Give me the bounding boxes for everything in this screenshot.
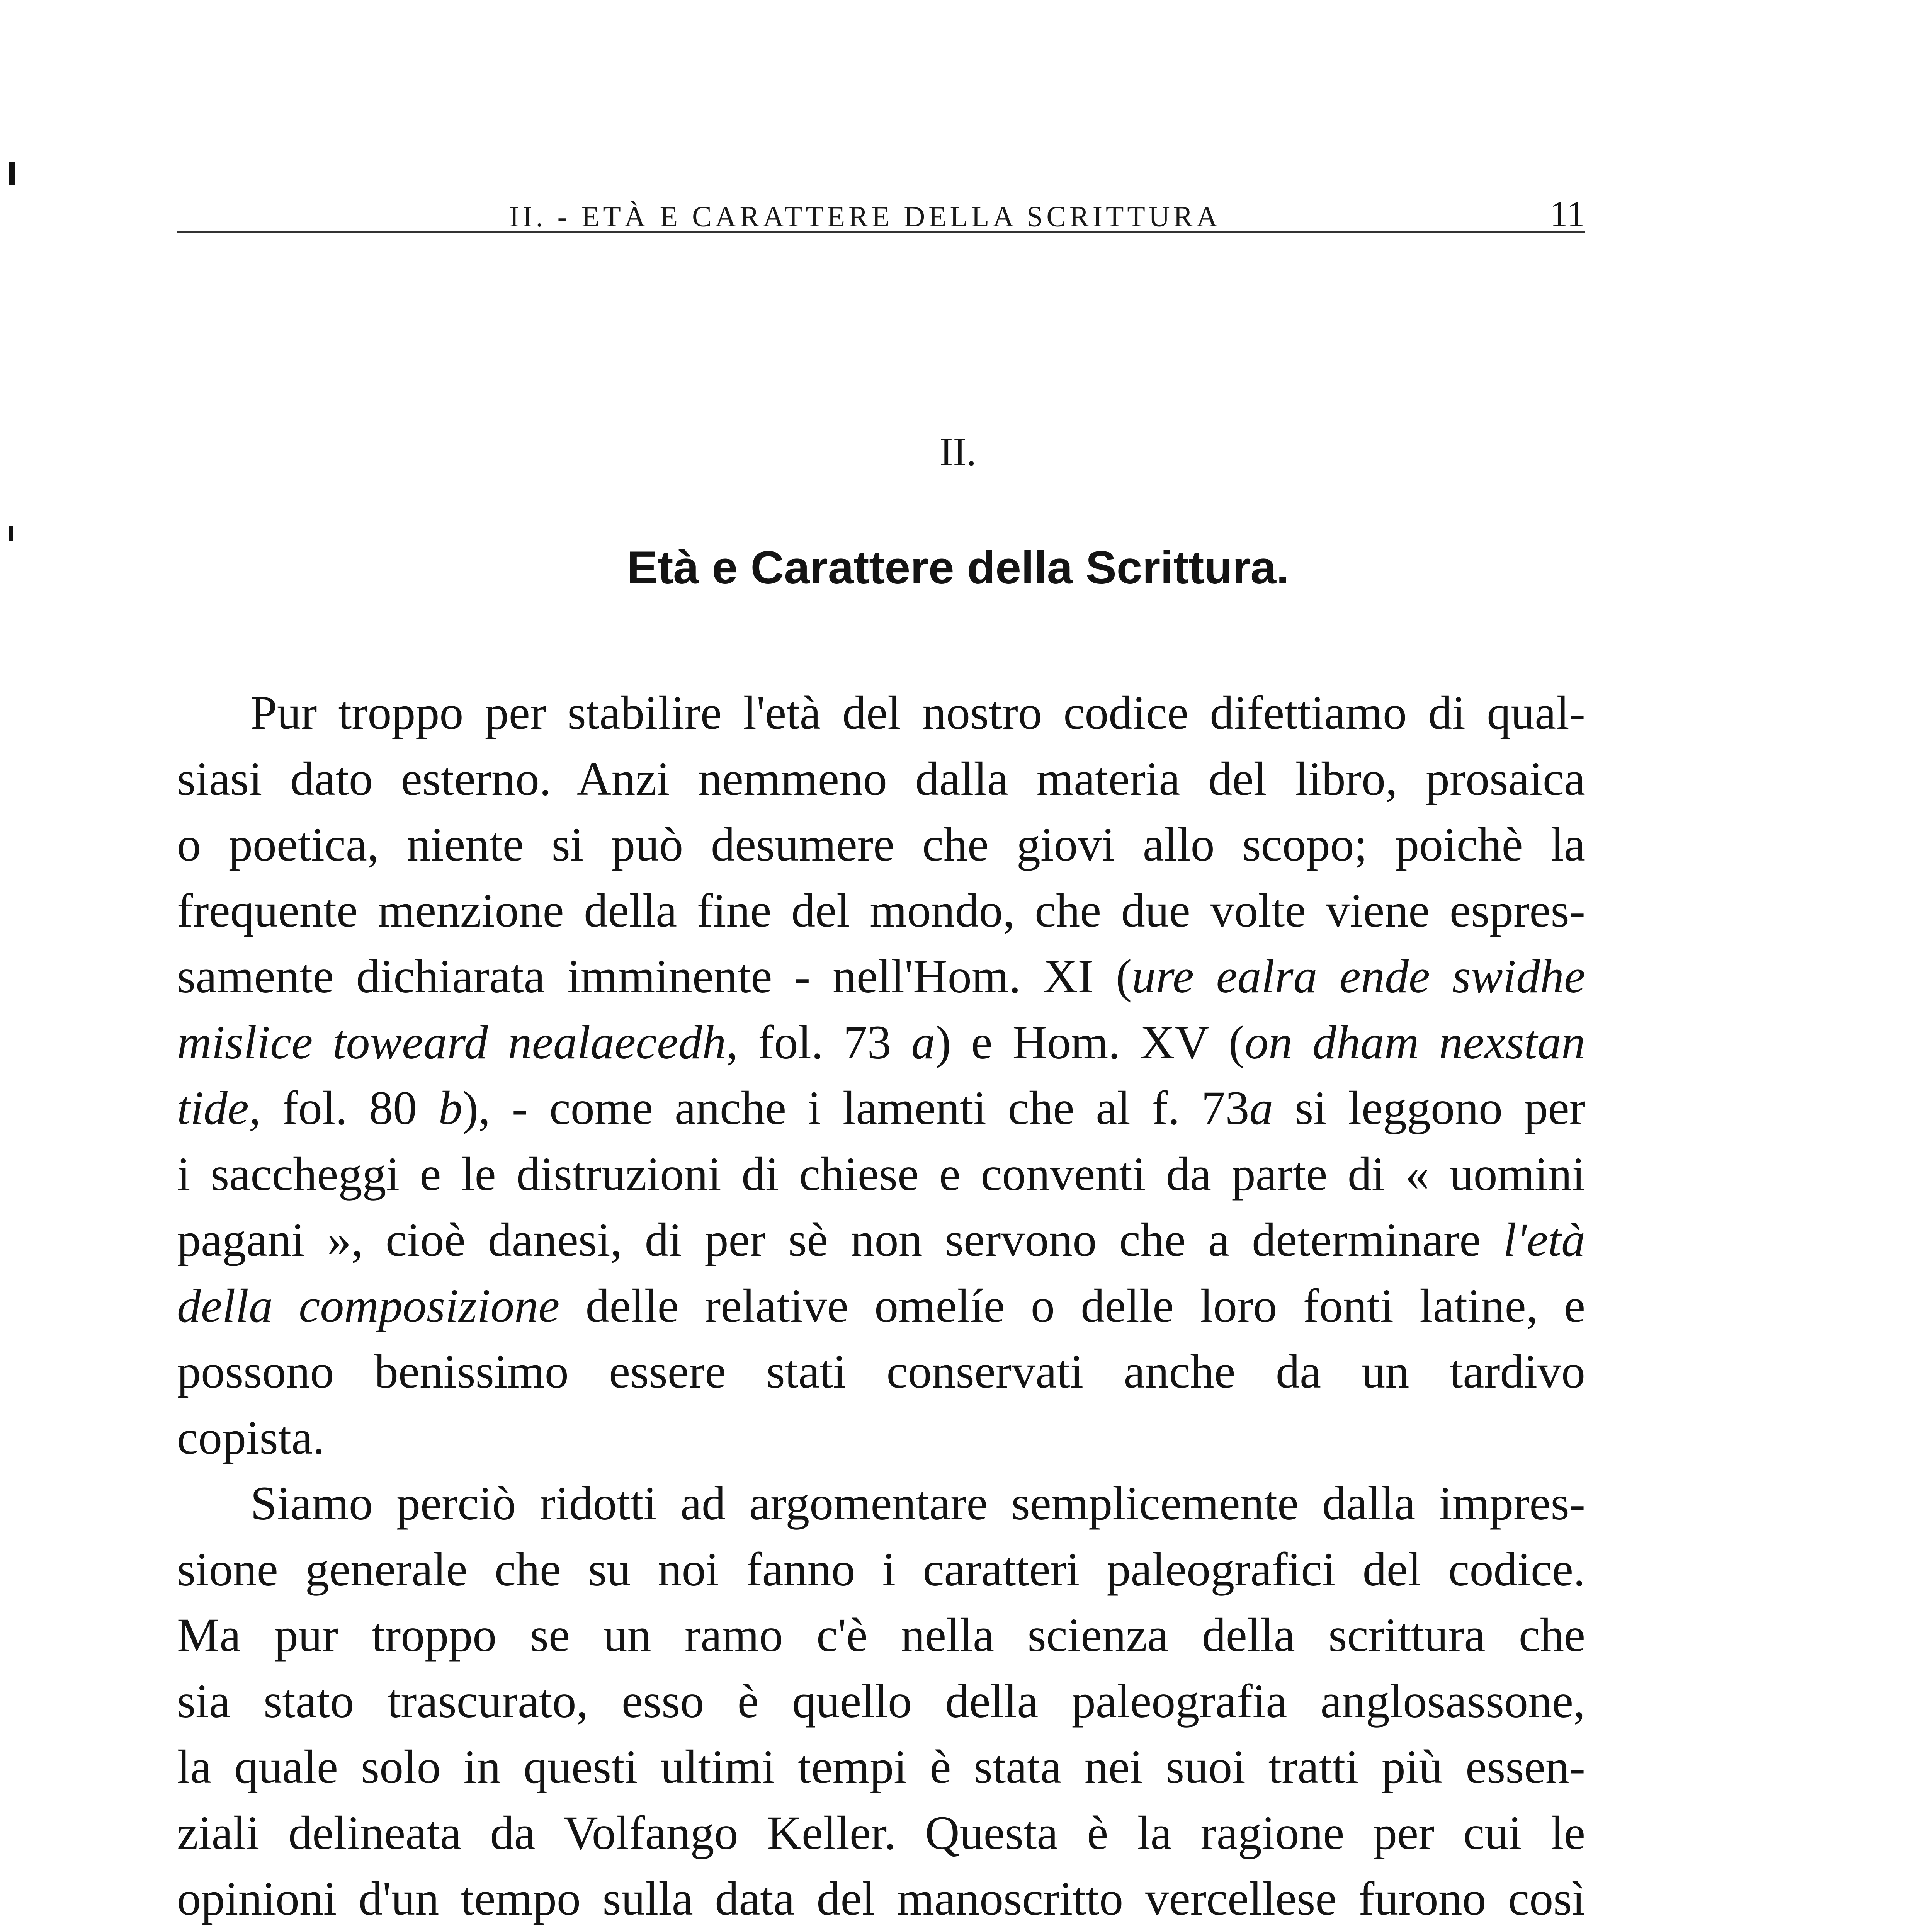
- section-title: Età e Carattere della Scrittura.: [627, 542, 1289, 594]
- italic-text: on dham nexstan: [1244, 1015, 1586, 1069]
- text-run: frequente menzione della fine del mondo, che due volte viene espres-: [177, 884, 1585, 937]
- text-run: fol. 73: [738, 1015, 911, 1069]
- scan-mark: [9, 162, 15, 185]
- text-run: si leggono per: [1273, 1082, 1586, 1134]
- running-header: [177, 185, 1585, 233]
- text-run: Siamo perciò ridotti ad argomentare semplicemente dalla impres-: [250, 1477, 1585, 1530]
- paragraph: [177, 1471, 1585, 1932]
- text-line: [177, 1471, 1585, 1537]
- text-run: fol. 80: [260, 1082, 439, 1134]
- italic-text: b: [438, 1082, 462, 1134]
- text-line: [177, 746, 1585, 812]
- text-line: [177, 1339, 1585, 1405]
- italic-text: tide,: [177, 1082, 261, 1134]
- text-run: ) e Hom. XV (: [935, 1015, 1245, 1069]
- text-line: [177, 1602, 1585, 1668]
- text-line: [177, 878, 1585, 944]
- text-line: [177, 1141, 1585, 1208]
- text-run: samente dichiarata imminente - nell'Hom. XI (: [177, 950, 1132, 1003]
- text-line: [177, 680, 1585, 746]
- text-line: [177, 1734, 1585, 1800]
- text-run: copista.: [177, 1411, 325, 1464]
- text-run: la quale solo in questi ultimi tempi è stata nei suoi tratti più essen-: [177, 1740, 1585, 1793]
- text-run: i saccheggi e le distruzioni di chiese e conventi da parte di « uomini: [177, 1147, 1585, 1201]
- text-run: siasi dato esterno. Anzi nemmeno dalla materia del libro, prosaica: [177, 752, 1585, 805]
- body-text: [177, 680, 1585, 1932]
- page-number: 11: [1549, 193, 1585, 235]
- text-run: Ma pur troppo se un ramo c'è nella scienza della scrittura che: [177, 1609, 1585, 1662]
- text-run: pagani », cioè danesi, di per sè non servono che a determinare: [177, 1213, 1503, 1266]
- text-line: [177, 1273, 1585, 1339]
- text-line: [177, 1668, 1585, 1735]
- text-line: [177, 944, 1585, 1010]
- text-line: [177, 1405, 1585, 1471]
- text-run: delle relative omelíe o delle loro fonti latine, e: [559, 1279, 1585, 1332]
- italic-text: della composizione: [177, 1279, 560, 1332]
- text-run: possono benissimo essere stati conservati anche da un tardivo: [177, 1345, 1585, 1398]
- text-run: sione generale che su noi fanno i caratteri paleografici del codice.: [177, 1543, 1585, 1596]
- text-line: [177, 1537, 1585, 1603]
- text-run: sia stato trascurato, esso è quello della paleografia anglosassone,: [177, 1674, 1585, 1728]
- italic-text: mislice toweard nealaecedh,: [177, 1015, 738, 1069]
- text-line: [177, 1207, 1585, 1273]
- text-run: opinioni d'un tempo sulla data del manoscritto vercellese furono così: [177, 1872, 1585, 1925]
- italic-text: l'età: [1503, 1213, 1585, 1266]
- section-number: II.: [939, 430, 977, 474]
- text-line: [177, 1075, 1585, 1141]
- italic-text: a: [911, 1015, 935, 1069]
- text-line: [177, 1866, 1585, 1932]
- italic-text: a: [1249, 1082, 1273, 1134]
- running-title: II. - ETÀ E CARATTERE DELLA SCRITTURA: [509, 201, 1221, 233]
- text-line: [177, 812, 1585, 878]
- text-run: ), - come anche i lamenti che al f. 73: [462, 1082, 1250, 1134]
- italic-text: ure ealra ende swidhe: [1132, 950, 1585, 1003]
- text-run: Pur troppo per stabilire l'età del nostro codice difettiamo di qual-: [250, 686, 1585, 739]
- text-line: [177, 1010, 1585, 1076]
- paragraph: [177, 680, 1585, 1471]
- text-run: o poetica, niente si può desumere che giovi allo scopo; poichè la: [177, 818, 1585, 871]
- text-run: ziali delineata da Volfango Keller. Questa è la ragione per cui le: [177, 1806, 1585, 1859]
- scan-mark: [9, 526, 13, 541]
- text-line: [177, 1800, 1585, 1866]
